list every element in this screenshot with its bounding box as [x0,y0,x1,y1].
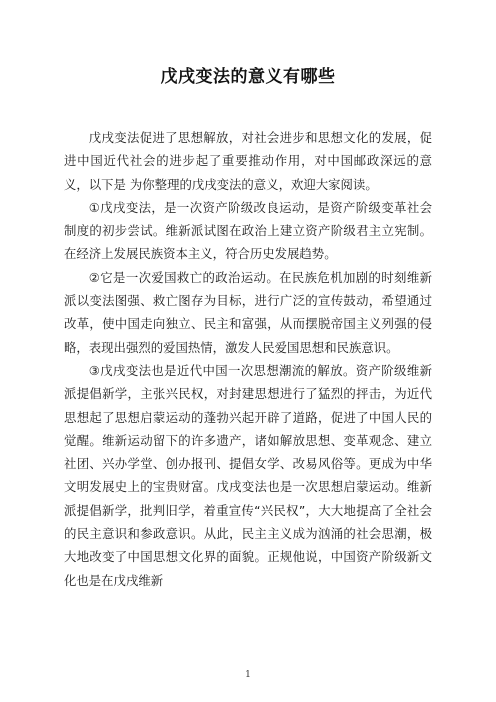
document-body [64,126,432,592]
paragraph-point-3: ③戊戌变法也是近代中国一次思想潮流的解放。资产阶级维新派提倡新学，主张兴民权，对封建思想进行了猛烈的抨击，为近代思想起了思想启蒙运动的蓬勃兴起开辟了道路，促进了中国人民的觉醒。维新运动留下的许多遗产，诸如解放思想、变革观念、建立社团、兴办学堂、创办报刊、提倡女学、改易风俗等。更成为中华文明发展史上的宝贵财富。戊戌变法也是一次思想启蒙运动。维新派提倡新学，批判旧学，着重宣传“兴民权”，大大地提高了全社会的民主意识和参政意识。从此，民主主义成为汹涌的社会思潮，极大地改变了中国思想文化界的面貌。正规他说，中国资产阶级新文化也是在戊戌维新 [64,362,432,588]
page-number: 1 [245,670,251,680]
paragraph-intro: 戊戌变法促进了思想解放，对社会进步和思想文化的发展，促进中国近代社会的进步起了重要推动作用，对中国邮政深远的意义，以下是 为你整理的戊戌变法的意义，欢迎大家阅读。 [64,130,432,192]
document-title: 戊戌变法的意义有哪些 [160,67,336,87]
paragraph-point-2: ②它是一次爱国救亡的政治运动。在民族危机加剧的时刻维新派以变法图强、救亡图存为目标，进行广泛的宣传鼓动，希望通过改革，使中国走向独立、民主和富强，从而摆脱帝国主义列强的侵略，表现出强烈的爱国热情，激发人民爱国思想和民族意识。 [64,269,432,355]
paragraph-point-1: ①戊戌变法，是一次资产阶级改良运动，是资产阶级变革社会制度的初步尝试。维新派试图在政治上建立资产阶级君主立宪制。在经济上发展民族资本主义，符合历史发展趋势。 [64,199,432,262]
